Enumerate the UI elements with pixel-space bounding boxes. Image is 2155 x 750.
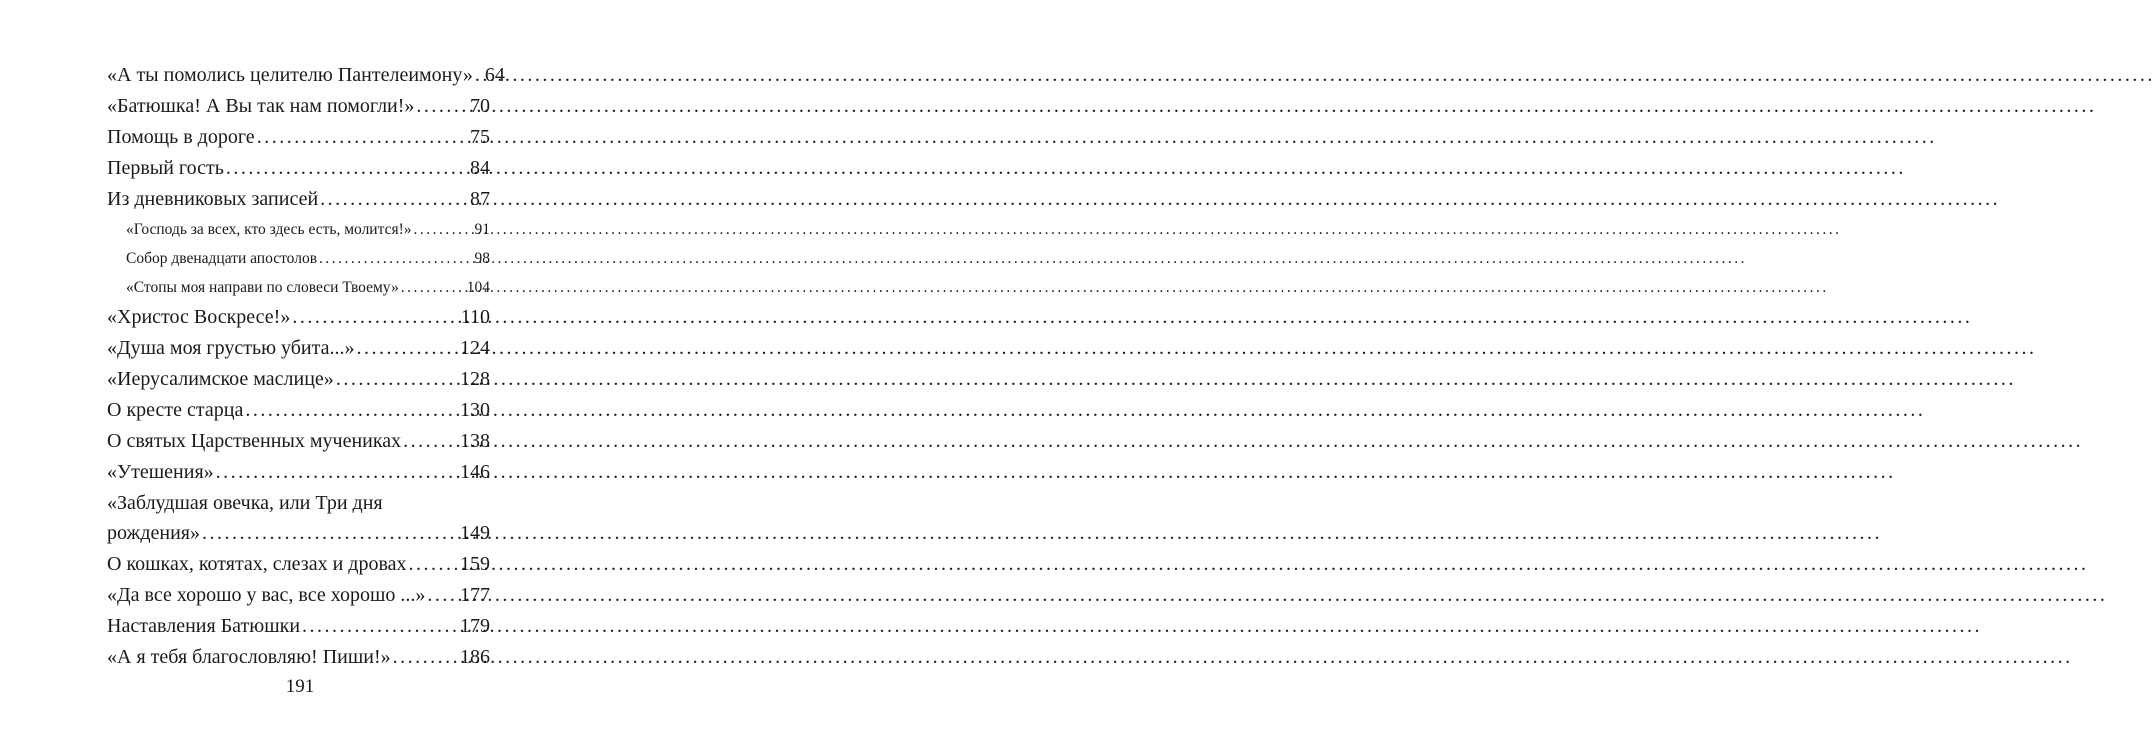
dot-leader	[200, 518, 460, 549]
toc-entry	[107, 60, 505, 91]
dot-leader	[355, 333, 461, 364]
toc-entry-title: Собор двенадцати апостолов	[126, 250, 318, 267]
toc-entry-page: 124	[460, 337, 490, 359]
dot-leader	[317, 244, 474, 273]
toc-entry-title: Первый гость	[107, 157, 224, 179]
toc-entry-title: «Душа моя грустью убита...»	[107, 337, 355, 359]
dot-leader	[255, 122, 470, 153]
toc-entry-page: 146	[460, 461, 490, 483]
toc-entry	[107, 273, 490, 302]
dot-leader	[401, 426, 460, 457]
toc-entry-title: «Да все хорошо у вас, все хорошо ...»	[107, 584, 426, 606]
toc-entry-title: Наставления Батюшки	[107, 615, 301, 637]
toc-entry	[107, 215, 490, 244]
toc-entry-page: 70	[470, 95, 490, 117]
toc-entry-page: 110	[460, 306, 490, 328]
toc-entry-title: Помощь в дороге	[107, 126, 255, 148]
toc-entry-page: 149	[460, 522, 490, 544]
toc-entry	[107, 549, 490, 580]
toc-entry-page: 75	[470, 126, 490, 148]
toc-entry	[107, 333, 490, 364]
toc-entry	[107, 611, 490, 642]
toc-entry	[107, 184, 490, 215]
dot-leader	[290, 302, 460, 333]
toc-entry-page: 130	[460, 399, 490, 421]
toc-entry-title: О святых Царственных мучениках	[107, 430, 402, 452]
toc-entry	[107, 426, 490, 457]
toc-entry	[107, 642, 490, 673]
toc-entry-page: 138	[460, 430, 490, 452]
toc-entry-title: «Иерусалимское маслице»	[107, 368, 334, 390]
dot-leader	[334, 364, 460, 395]
dot-leader	[391, 642, 460, 673]
toc-entry-title: Из дневниковых записей	[107, 188, 319, 210]
dot-leader	[412, 215, 475, 244]
dot-leader	[414, 91, 470, 122]
toc-entry-title: О кресте старца	[107, 399, 244, 421]
toc-entry-page: 186	[460, 646, 490, 668]
toc-entry-title: «Христос Воскресе!»	[107, 306, 291, 328]
toc-entry	[107, 457, 490, 488]
dot-leader	[300, 611, 460, 642]
toc-entry-page: 87	[470, 188, 490, 210]
toc-entry	[107, 488, 490, 518]
toc-entry-page: 177	[460, 584, 490, 606]
dot-leader	[407, 549, 460, 580]
toc-entry	[107, 122, 490, 153]
toc-entry	[107, 518, 490, 549]
toc-entry-title: «Утешения»	[107, 461, 214, 483]
toc-entry-page: 64	[484, 64, 505, 86]
toc-entry-page: 91	[474, 221, 490, 238]
toc-entry-title: «Стопы моя направи по словеси Твоему»	[126, 279, 399, 296]
toc-entry-page: 104	[466, 279, 490, 296]
toc-entry-page: 84	[470, 157, 490, 179]
dot-leader	[224, 153, 470, 184]
toc-entry-title: «А я тебя благословляю! Пиши!»	[107, 646, 391, 668]
toc-entry	[107, 364, 490, 395]
dot-leader	[214, 457, 460, 488]
toc-entry-title: «Батюшка! А Вы так нам помогли!»	[107, 95, 415, 117]
toc-entry	[107, 244, 490, 273]
page-number: 191	[285, 676, 315, 697]
toc-entry-title: О кошках, котятах, слезах и дровах	[107, 553, 407, 575]
dot-leader	[318, 184, 470, 215]
toc-entry-title: «Заблудшая овечка, или Три дня	[107, 492, 383, 514]
toc-entry-page: 128	[460, 368, 490, 390]
toc-entry-title: «А ты помолись целителю Пантелеимону»	[107, 64, 473, 86]
dot-leader	[473, 60, 485, 91]
dot-leader	[399, 273, 467, 302]
toc-entry	[107, 91, 490, 122]
toc-entry-page: 179	[460, 615, 490, 637]
dot-leader	[425, 580, 460, 611]
table-of-contents	[107, 60, 505, 673]
dot-leader	[243, 395, 460, 426]
toc-entry-title: рождения»	[107, 522, 200, 544]
toc-entry	[107, 395, 490, 426]
toc-entry	[107, 302, 490, 333]
toc-entry-title: «Господь за всех, кто здесь есть, молится!»	[126, 221, 412, 238]
toc-entry-page: 159	[460, 553, 490, 575]
toc-entry-page: 98	[474, 250, 490, 267]
toc-entry	[107, 580, 490, 611]
toc-entry	[107, 153, 490, 184]
